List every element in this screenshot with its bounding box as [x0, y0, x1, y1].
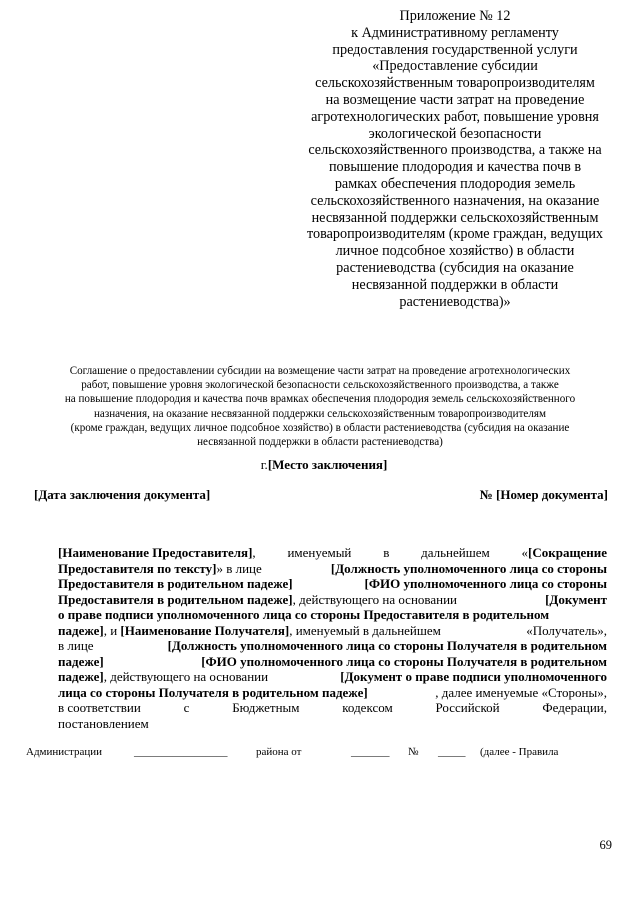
body-text: кодексом [342, 700, 393, 715]
provider-official-name-field: Предоставителя в родительном падеже] [58, 591, 293, 607]
number-sign: № [408, 746, 419, 758]
district-date-label: района от [256, 746, 302, 758]
appendix-line: экологической безопасности [368, 125, 542, 142]
appendix-line: сельскохозяйственным товаропроизводителям [315, 75, 595, 92]
provider-authority-document-field: [Документ [545, 591, 607, 607]
agreement-body [58, 545, 607, 731]
body-text: «Получатель», [526, 622, 607, 638]
appendix-line: предоставления государственной услуги [332, 41, 578, 58]
appendix-header [290, 8, 620, 310]
place-of-conclusion [0, 457, 640, 473]
agreement-title-line: на повышение плодородия и качества почв врамках обеспечения плодородия земель сельскохозяйственного [64, 393, 576, 406]
appendix-line: растениеводства)» [399, 293, 511, 310]
body-text: в [383, 545, 390, 560]
blank-district-field: _________________ [134, 746, 228, 758]
blank-number-field: _____ [438, 746, 466, 758]
document-number-field: № [Номер документа] [479, 487, 608, 502]
recipient-authority-document-field: лица со стороны Получателя в родительном падеже] [58, 684, 368, 700]
body-text: , и [103, 622, 118, 638]
body-text: , именуемый в дальнейшем [289, 622, 441, 638]
recipient-name-field: [Наименование Получателя] [120, 622, 290, 638]
recipient-official-position-field: падеже] [58, 653, 104, 669]
body-text: именуемый [287, 545, 352, 560]
body-text: « [521, 545, 529, 560]
body-line [58, 654, 607, 670]
body-text: с [183, 700, 190, 715]
appendix-line: несвязанной поддержки в области [351, 276, 559, 293]
appendix-line: «Предоставление субсидии [372, 58, 538, 75]
document-date-field: [Дата заключения документа] [34, 487, 211, 502]
appendix-line: товаропроизводителям (кроме граждан, ведущих [306, 226, 604, 243]
appendix-line: повышение плодородия и качества почв в [328, 159, 582, 176]
appendix-line: несвязанной поддержки сельскохозяйственным [311, 209, 599, 226]
body-line [58, 592, 607, 608]
body-line [58, 669, 607, 685]
body-text: Бюджетным [232, 700, 300, 715]
page-number: 69 [599, 838, 612, 852]
appendix-line: агротехнологических работ, повышение уровня [311, 108, 599, 125]
body-text: дальнейшем [421, 545, 490, 560]
administration-word: Администрации [26, 746, 103, 758]
provider-name-field: [Наименование Предоставителя] [58, 545, 253, 560]
appendix-line: рамках обеспечения плодородия земель [334, 175, 576, 192]
provider-authority-document-field: о праве подписи уполномоченного лица со стороны Предоставителя в родительном [58, 607, 550, 622]
body-text: , далее именуемые «Стороны», [435, 684, 607, 700]
body-line [58, 638, 607, 654]
body-line [58, 716, 607, 732]
appendix-line: на возмещение части затрат на проведение [325, 91, 585, 108]
place-field: [Место заключения] [267, 457, 388, 472]
body-line [58, 685, 607, 701]
rules-reference: (далее - Правила [480, 746, 559, 758]
agreement-title-line: несвязанной поддержки в области растениеводства) [197, 436, 443, 449]
appendix-line: личное подсобное хозяйство) в области [335, 243, 575, 260]
provider-official-position-field: [Должность уполномоченного лица со стороны [330, 560, 607, 576]
body-line [58, 545, 607, 561]
agreement-title [22, 364, 618, 449]
body-text: » в лице [216, 560, 262, 576]
body-text: Федерации, [542, 700, 607, 715]
recipient-official-position-field: [Должность уполномоченного лица со стороны Получателя в родительном [167, 638, 607, 653]
agreement-title-line: Соглашение о предоставлении субсидии на возмещение части затрат на проведение агротехнологических [69, 365, 571, 377]
agreement-title-line: назначения, на оказание несвязанной поддержки сельскохозяйственным товаропроизводителям [93, 407, 547, 420]
body-line [58, 561, 607, 577]
provider-short-name-field: [Сокращение [528, 545, 607, 560]
body-text: Российской [435, 700, 500, 715]
agreement-title-line: (кроме граждан, ведущих личное подсобное хозяйство) в области растениеводства (субсидия на оказание [70, 421, 570, 434]
agreement-title-line: работ, повышение уровня экологической безопасности сельскохозяйственного производства, а также [81, 379, 559, 392]
body-text: , [252, 545, 256, 560]
appendix-line: растениеводства (субсидия на оказание [336, 259, 574, 276]
body-line [58, 576, 607, 592]
appendix-line: к Административному регламенту [351, 24, 559, 41]
recipient-official-name-field: [ФИО уполномоченного лица со стороны Получателя в родительном [201, 653, 607, 669]
recipient-authority-document-field: [Документ о праве подписи уполномоченного [340, 669, 607, 684]
body-text: в лице [58, 638, 94, 653]
body-text: , действующего на основании [292, 591, 458, 607]
provider-official-name-field: [ФИО уполномоченного лица со стороны [364, 576, 607, 591]
body-line [58, 607, 607, 623]
appendix-line: Приложение № 12 [399, 8, 511, 24]
provider-short-name-field: Предоставителя по тексту] [58, 560, 217, 576]
provider-authority-document-field: падеже] [58, 622, 104, 638]
body-text: в соответствии [58, 700, 141, 715]
appendix-line: сельскохозяйственного производства, а также на [308, 142, 602, 159]
appendix-line: сельскохозяйственного назначения, на оказание [310, 192, 600, 209]
body-text: , действующего на основании [103, 669, 269, 684]
place-prefix: г. [260, 457, 268, 472]
blank-date-field: _______ [351, 746, 390, 758]
body-line [58, 700, 607, 716]
body-line [58, 623, 607, 639]
body-text: постановлением [58, 715, 149, 731]
recipient-official-name-field: падеже] [58, 669, 104, 684]
provider-official-position-field: Предоставителя в родительном падеже] [58, 576, 293, 591]
